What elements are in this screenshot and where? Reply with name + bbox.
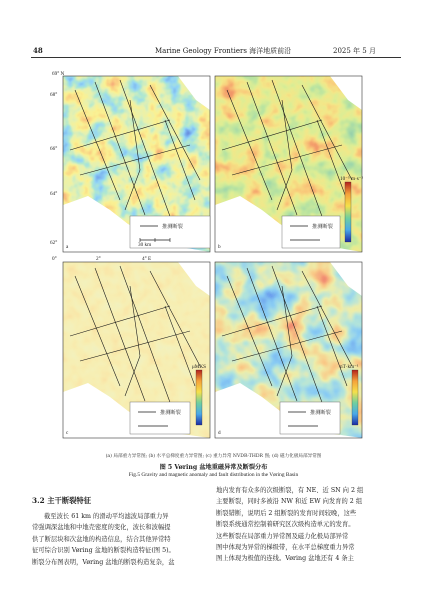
panel-letter-b: b <box>218 244 221 250</box>
fault-legend-b: 推测断裂 <box>312 224 333 230</box>
body-line: 供了断层块和次盆地的构造信息，结合其他异常特 <box>32 535 171 543</box>
body-line: 图上体现为极值的连线。Vøring 盆地还有 4 条主 <box>216 555 354 563</box>
body-right-column <box>216 485 402 565</box>
body-line: 这些断裂在局部重力异常图及磁力化极局部异常 <box>216 532 349 540</box>
figure-title-cn: 图 5 Vøring 盆地重磁异常及断裂分布 <box>159 464 268 471</box>
legend-title-c: μMKS <box>192 364 207 370</box>
page-number: 48 <box>33 46 43 55</box>
body-line: 图中体现为异常的梯级带，在水平总梯度重力异常 <box>216 544 355 552</box>
body-left-column <box>32 511 202 568</box>
figure-title-en: Fig.5 Gravity and magnetic anomaly and fault distribution in the Vøring Basin <box>128 472 299 478</box>
legend-title-d: nT·km⁻¹ <box>340 364 359 370</box>
issue-date: 2025 年 5 月 <box>333 47 376 55</box>
panel-letter-a: a <box>66 244 69 250</box>
panel-letter-d: d <box>218 430 221 436</box>
body-line: 断裂错断，说明后 2 组断裂的发育时间较晚，这些 <box>216 509 357 517</box>
lon-label-4: 4° E <box>142 256 152 262</box>
panel-a <box>63 76 210 252</box>
journal-name: Marine Geology Frontiers 海洋地质前沿 <box>155 47 292 55</box>
body-line: 截至波长 61 km 的滑动平均滤波局部重力异 <box>44 513 169 520</box>
panel-b <box>215 76 362 252</box>
lat-label-64: 64° <box>50 191 58 197</box>
lat-label-62: 62° <box>50 240 58 246</box>
body-line: 主要断裂，同时多被沿 NW 和近 EW 向发育的 2 组 <box>216 498 363 506</box>
section-heading: 3.2 主干断裂特征 <box>32 496 92 505</box>
panel-c <box>63 262 210 438</box>
scale-a: 30 km <box>138 242 152 248</box>
fault-legend-c: 推测断裂 <box>160 410 181 416</box>
fault-legend-a: 推测断裂 <box>162 224 183 230</box>
body-line: 地内发育有众多的次级断裂，有 NE、近 SN 向 2 组 <box>216 487 364 494</box>
body-line: 征可综合识别 Vøring 盆地的断裂构造特征(图 5)。 <box>32 547 175 555</box>
lat-label-68: 68° <box>50 92 58 98</box>
body-line: 断裂分布图表明，Vøring 盆地的断裂构造复杂，盆 <box>32 558 175 566</box>
lon-label-0: 0° <box>52 256 57 262</box>
panel-captions: (a) 局部重力异常图; (b) 水平总梯度重力异常图; (c) 重力异常 NVDR-THDR 图; (d) 磁力化极局部异常图 <box>105 454 322 459</box>
legend-title-b: 10⁻⁵ m·s⁻² <box>340 176 364 182</box>
body-line: 常强调深盆地和中地壳密度的变化，波长和波幅提 <box>32 524 171 532</box>
lat-label-66: 66° <box>50 146 58 152</box>
fault-legend-d: 推测断裂 <box>310 410 331 416</box>
lat-label-69: 69° N <box>52 71 65 77</box>
panel-d <box>215 262 362 438</box>
panel-letter-c: c <box>66 430 69 436</box>
lon-label-2: 2° <box>96 256 101 262</box>
body-line: 断裂系统通常控制着研究区次级构造单元的发育。 <box>216 521 355 529</box>
